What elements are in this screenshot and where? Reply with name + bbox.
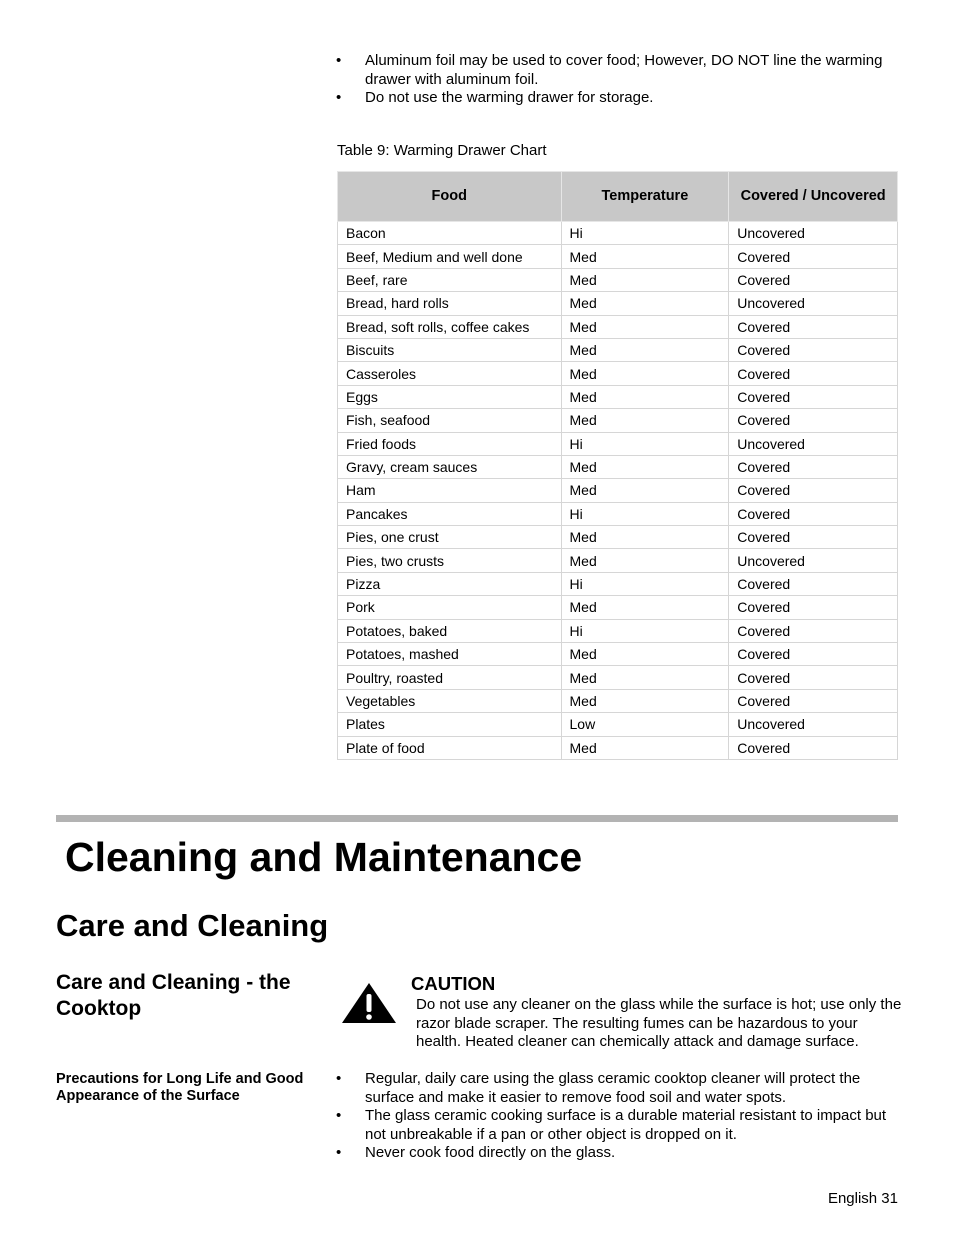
table-row	[338, 479, 898, 502]
cell-covered: Covered	[729, 362, 898, 385]
table-row	[338, 455, 898, 478]
cell-covered: Covered	[729, 596, 898, 619]
cell-temperature: Med	[561, 455, 729, 478]
table-row	[338, 572, 898, 595]
cell-food: Pies, two crusts	[338, 549, 562, 572]
table-header-row	[338, 172, 898, 222]
table-row	[338, 549, 898, 572]
table-row	[338, 362, 898, 385]
table-row	[338, 666, 898, 689]
bullet-text: Never cook food directly on the glass.	[365, 1144, 616, 1161]
warning-triangle-icon	[341, 982, 397, 1024]
cell-food: Vegetables	[338, 689, 562, 712]
cell-food: Plate of food	[338, 736, 562, 759]
cell-covered: Covered	[729, 502, 898, 525]
page-footer: English 31	[827, 1190, 898, 1207]
cell-temperature: Med	[561, 549, 729, 572]
table-row	[338, 619, 898, 642]
table-row	[338, 409, 898, 432]
warming-drawer-table	[337, 171, 898, 760]
caution-text: Do not use any cleaner on the glass while the surface is hot; use only the razor blade scraper. The resulting fumes can be hazardous to your health. Heated cleaner can chemically attack and damage surface.	[416, 996, 902, 1050]
bullet-text: Do not use the warming drawer for storage.	[365, 89, 654, 106]
cell-covered: Covered	[729, 385, 898, 408]
table-row	[338, 736, 898, 759]
bullet-text: Regular, daily care using the glass ceramic cooktop cleaner will protect the surface and make it easier to remove food soil and water spots.	[365, 1070, 861, 1106]
cell-covered: Covered	[729, 479, 898, 502]
cell-temperature: Low	[561, 713, 729, 736]
cell-food: Poultry, roasted	[338, 666, 562, 689]
cell-temperature: Med	[561, 362, 729, 385]
cell-food: Biscuits	[338, 338, 562, 361]
cell-temperature: Med	[561, 385, 729, 408]
table-row	[338, 502, 898, 525]
cell-temperature: Med	[561, 245, 729, 268]
cell-temperature: Med	[561, 689, 729, 712]
cell-covered: Uncovered	[729, 549, 898, 572]
cell-covered: Uncovered	[729, 222, 898, 245]
table-row	[338, 596, 898, 619]
cell-food: Pork	[338, 596, 562, 619]
cell-food: Beef, Medium and well done	[338, 245, 562, 268]
cell-food: Casseroles	[338, 362, 562, 385]
cell-temperature: Med	[561, 736, 729, 759]
cell-covered: Covered	[729, 338, 898, 361]
bullet-text: Aluminum foil may be used to cover food; However, DO NOT line the warming drawer with aluminum foil.	[365, 52, 883, 88]
cell-temperature: Med	[561, 526, 729, 549]
table-row	[338, 689, 898, 712]
table-row	[338, 713, 898, 736]
cell-temperature: Med	[561, 338, 729, 361]
section-title: Cleaning and Maintenance	[65, 834, 583, 880]
cell-food: Pies, one crust	[338, 526, 562, 549]
cell-covered: Covered	[729, 455, 898, 478]
cell-food: Fried foods	[338, 432, 562, 455]
cell-food: Ham	[338, 479, 562, 502]
cell-covered: Covered	[729, 315, 898, 338]
cell-covered: Uncovered	[729, 292, 898, 315]
subsection-title: Care and Cleaning	[56, 908, 329, 943]
table-row	[338, 292, 898, 315]
cell-covered: Covered	[729, 666, 898, 689]
cell-temperature: Hi	[561, 502, 729, 525]
cell-food: Gravy, cream sauces	[338, 455, 562, 478]
cell-food: Pancakes	[338, 502, 562, 525]
cell-food: Potatoes, mashed	[338, 643, 562, 666]
cell-food: Potatoes, baked	[338, 619, 562, 642]
caution-title: CAUTION	[411, 973, 496, 994]
bullet-marker: •	[336, 1107, 342, 1124]
header-temperature: Temperature	[561, 172, 729, 222]
cell-food: Bacon	[338, 222, 562, 245]
list-item	[336, 89, 902, 108]
cell-covered: Covered	[729, 572, 898, 595]
cell-food: Eggs	[338, 385, 562, 408]
cell-temperature: Med	[561, 315, 729, 338]
table-row	[338, 338, 898, 361]
cell-covered: Covered	[729, 526, 898, 549]
cell-temperature: Hi	[561, 619, 729, 642]
cell-food: Pizza	[338, 572, 562, 595]
cell-food: Beef, rare	[338, 268, 562, 291]
cell-food: Bread, hard rolls	[338, 292, 562, 315]
cell-covered: Covered	[729, 619, 898, 642]
cell-temperature: Hi	[561, 432, 729, 455]
precautions-heading: Precautions for Long Life and Good Appearance of the Surface	[56, 1071, 304, 1104]
cell-food: Bread, soft rolls, coffee cakes	[338, 315, 562, 338]
bullet-text: The glass ceramic cooking surface is a durable material resistant to impact but not unbreakable if a pan or other object is dropped on it.	[365, 1107, 887, 1143]
cell-temperature: Med	[561, 292, 729, 315]
cell-temperature: Hi	[561, 222, 729, 245]
table-row	[338, 432, 898, 455]
cell-covered: Covered	[729, 409, 898, 432]
cell-temperature: Med	[561, 268, 729, 291]
cell-covered: Covered	[729, 736, 898, 759]
bullet-marker: •	[336, 1144, 342, 1161]
table-caption: Table 9: Warming Drawer Chart	[337, 142, 547, 159]
table-row	[338, 245, 898, 268]
list-item	[336, 1070, 902, 1107]
table-row	[338, 315, 898, 338]
table-row	[338, 268, 898, 291]
cell-temperature: Med	[561, 643, 729, 666]
cooktop-heading: Care and Cleaning - the Cooktop	[56, 971, 291, 1020]
table-row	[338, 526, 898, 549]
section-divider	[56, 815, 898, 822]
top-bullet-list	[336, 52, 902, 108]
table-row	[338, 385, 898, 408]
cell-food: Plates	[338, 713, 562, 736]
header-food: Food	[338, 172, 562, 222]
cell-covered: Covered	[729, 689, 898, 712]
cell-temperature: Med	[561, 409, 729, 432]
list-item	[336, 52, 902, 89]
bullet-marker: •	[336, 52, 342, 69]
cell-temperature: Med	[561, 479, 729, 502]
cell-covered: Uncovered	[729, 432, 898, 455]
bullet-marker: •	[336, 1070, 342, 1087]
table-row	[338, 222, 898, 245]
cell-covered: Uncovered	[729, 713, 898, 736]
list-item	[336, 1144, 902, 1163]
cell-food: Fish, seafood	[338, 409, 562, 432]
bullet-marker: •	[336, 89, 342, 106]
list-item	[336, 1107, 902, 1144]
bottom-bullet-list	[336, 1070, 902, 1163]
cell-temperature: Med	[561, 596, 729, 619]
table-row	[338, 643, 898, 666]
table-body	[338, 222, 898, 760]
cell-temperature: Hi	[561, 572, 729, 595]
cell-covered: Covered	[729, 643, 898, 666]
cell-covered: Covered	[729, 245, 898, 268]
cell-temperature: Med	[561, 666, 729, 689]
cell-covered: Covered	[729, 268, 898, 291]
header-covered: Covered / Uncovered	[729, 172, 898, 222]
